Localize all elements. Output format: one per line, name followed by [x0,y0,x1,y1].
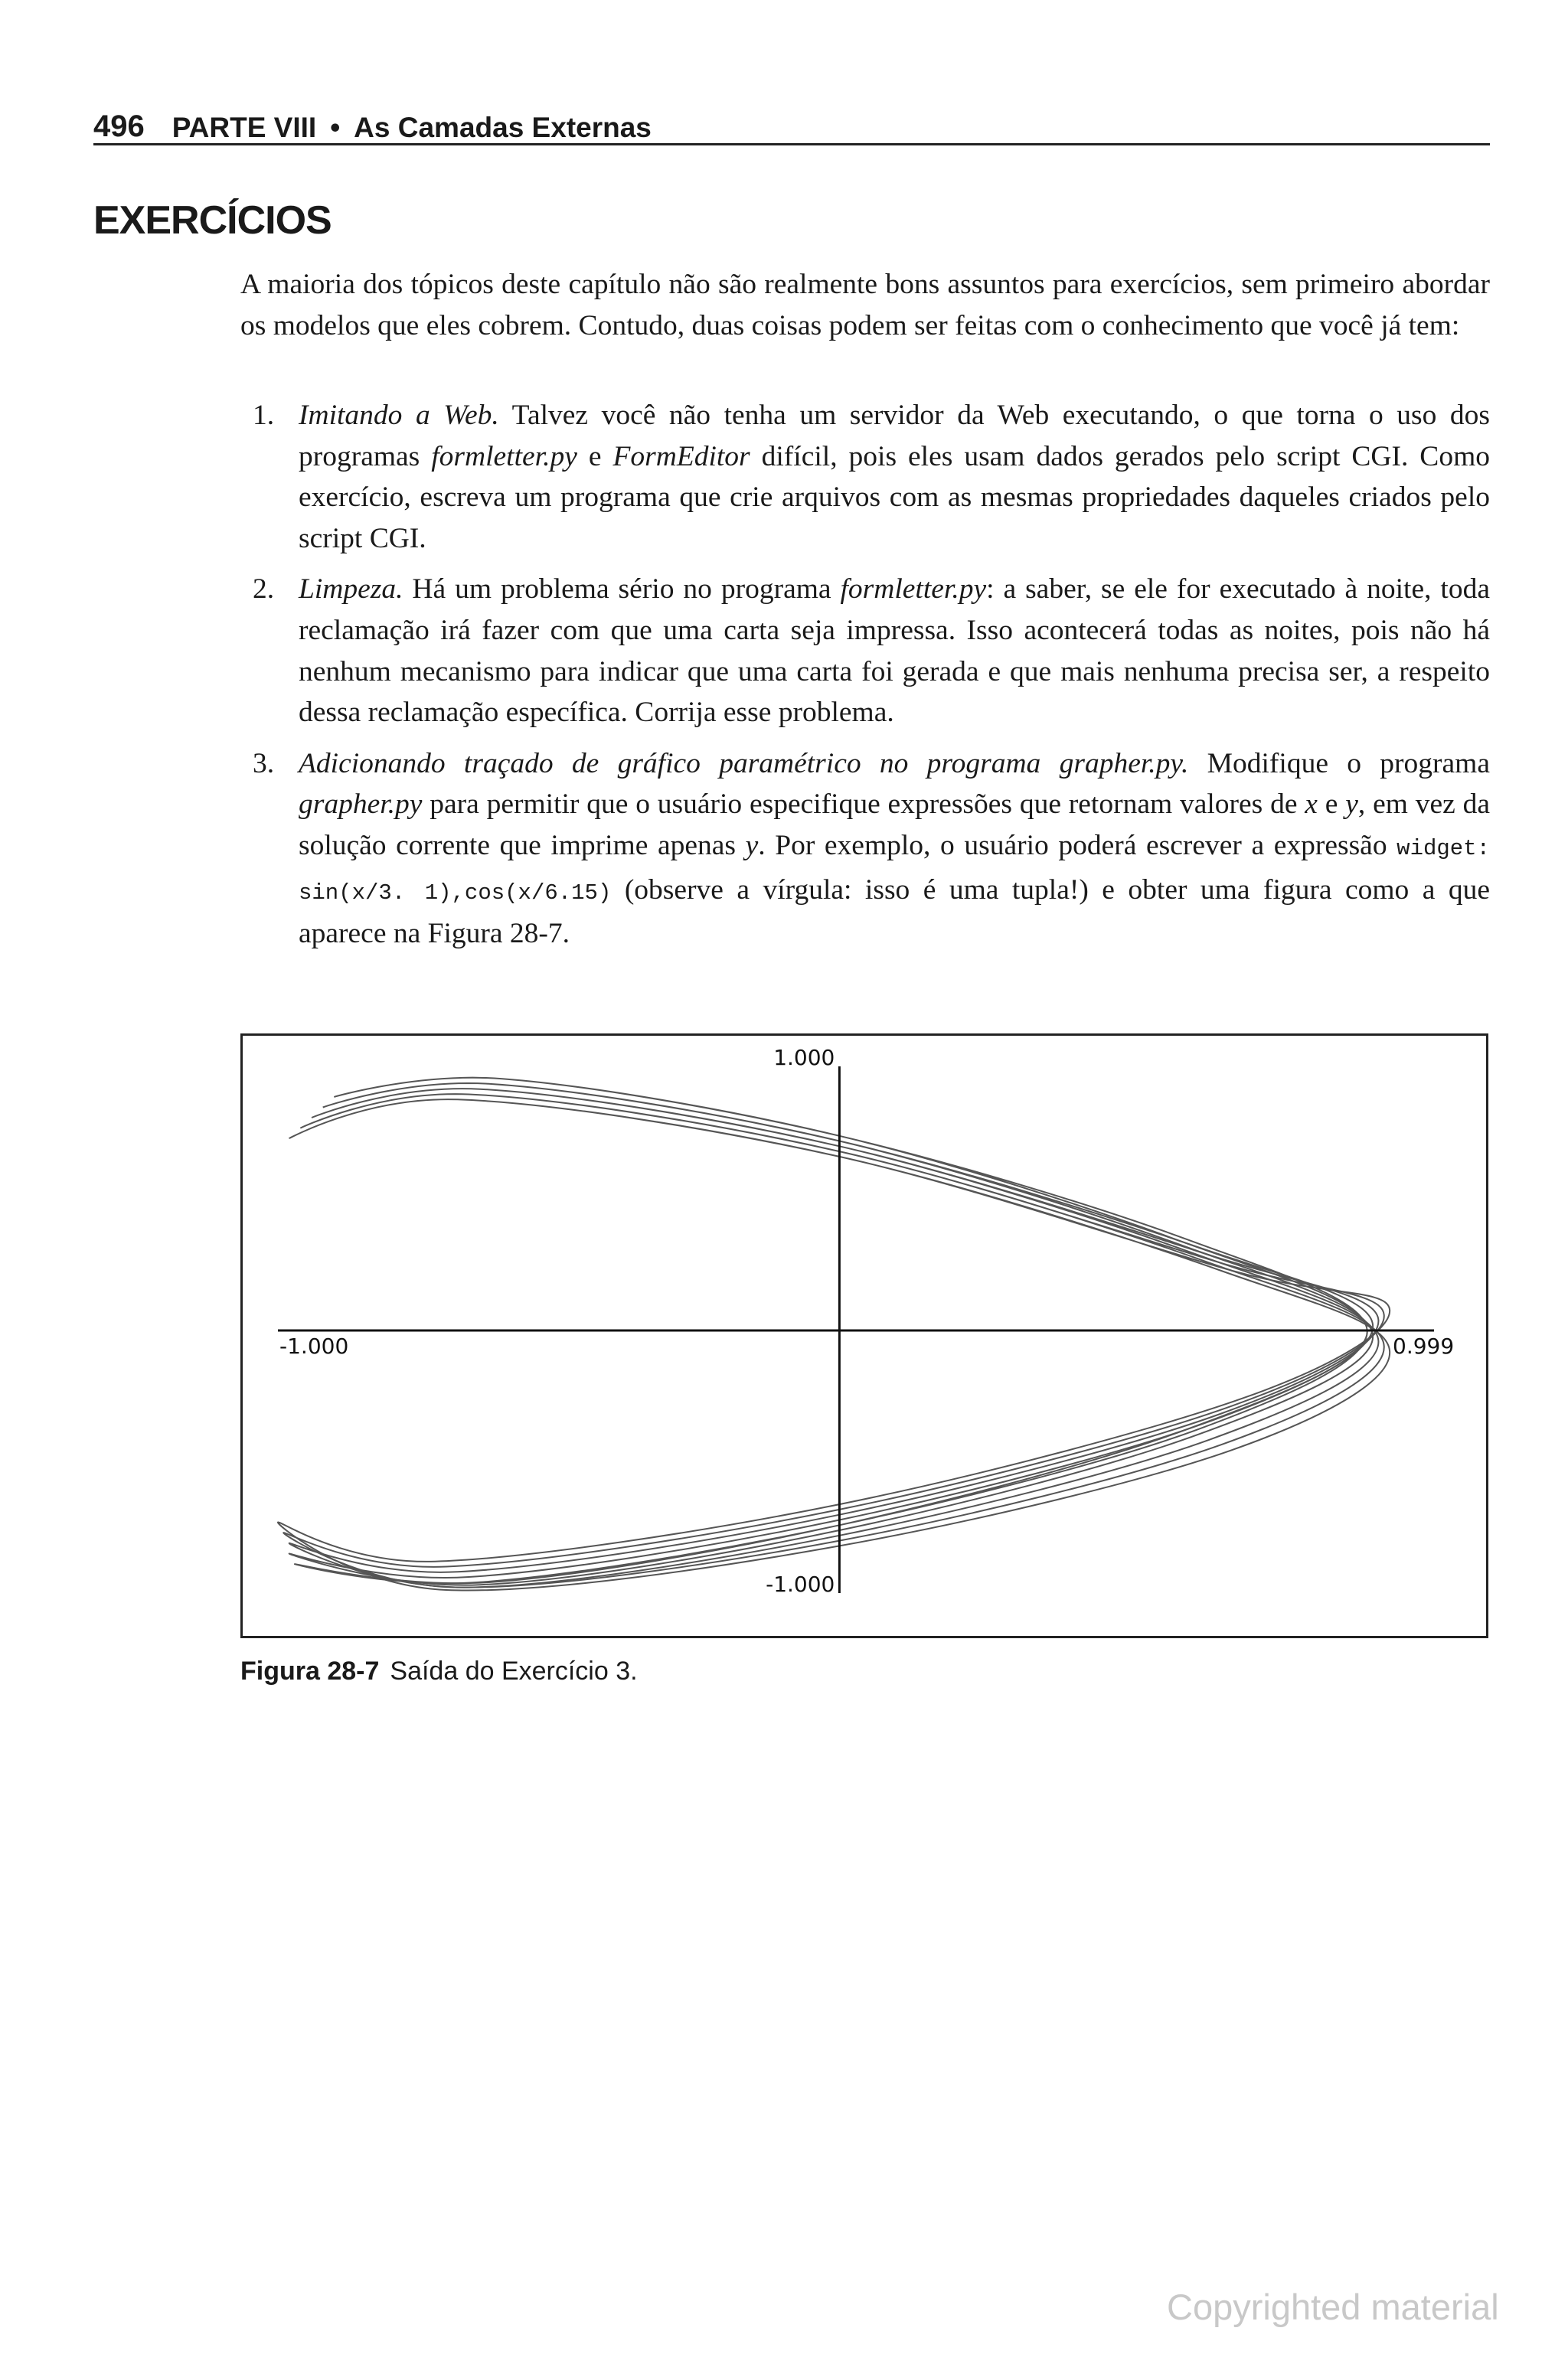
program-name: formletter.py [431,440,577,472]
exercise-text: e [577,440,613,472]
exercise-number: 1. [253,400,275,431]
variable-x: x [1305,788,1318,821]
exercise-text: e [1317,788,1346,821]
exercise-list [253,395,1490,965]
exercise-item [253,395,1490,559]
exercise-text: : a saber, se ele for executado à noite, toda reclamação irá fazer com que uma carta seja impressa. Isso acontecerá todas as noites, pois não há nenhum mecanismo para indicar que uma carta foi gerada e que mais nenhuma precisa ser, a respeito dessa reclamação específica. Corrija esse problema. [299,573,1490,729]
exercise-text: Há um problema sério no programa [403,573,841,606]
exercise-text: . Por exemplo, o usuário poderá escrever a expressão [758,829,1397,861]
figure-label: Figura 28-7 [240,1657,380,1686]
copyright-watermark: Copyrighted material [1167,2287,1499,2327]
x-tick-label-min: -1.000 [279,1334,349,1359]
intro-paragraph: A maioria dos tópicos deste capítulo não são realmente bons assuntos para exercícios, sem primeiro abordar os modelos que eles cobrem. Contudo, duas coisas podem ser feitas com o conhecimento que você já tem: [240,269,1490,341]
series-line-3 [289,1089,1379,1588]
series-line-2 [289,1083,1373,1585]
section-title: EXERCÍCIOS [93,198,332,243]
exercise-title: Imitando a Web. [299,400,499,431]
exercise-item [253,743,1490,955]
exercise-text: Modifique o programa [1188,747,1490,779]
header-separator: • [330,112,341,143]
exercise-title: Adicionando traçado de gráfico paramétrico no programa grapher.py. [299,747,1189,779]
code-expression: widget: sin(x/3. 1),cos(x/6.15) [299,835,1490,906]
program-name: grapher.py [299,788,423,821]
exercise-item [253,569,1490,733]
exercise-text: , em vez da solução corrente que imprime apenas [299,788,1490,861]
series-line-4 [283,1094,1384,1588]
parametric-plot [243,1036,1486,1636]
figure-28-7 [240,1033,1488,1638]
variable-y: y [745,829,759,861]
y-tick-label-min: -1.000 [766,1572,835,1597]
figure-caption-text: Saída do Exercício 3. [390,1657,638,1686]
header-rule [93,143,1490,145]
exercise-title: Limpeza. [299,573,403,606]
exercise-text: difícil, pois eles usam dados gerados pelo script CGI. Como exercício, escreva um programa que crie arquivos com as mesmas propriedades daqueles criados pelo script CGI. [299,440,1490,554]
x-tick-label-max: 0.999 [1393,1334,1455,1359]
page-number: 496 [93,109,145,143]
program-name: formletter.py [840,573,987,606]
exercise-number: 3. [253,747,275,779]
y-tick-label-max: 1.000 [773,1045,835,1070]
exercise-text: para permitir que o usuário especifique expressões que retornam valores de [422,788,1305,821]
exercise-number: 2. [253,573,275,606]
variable-y: y [1345,788,1358,821]
chapter-title: As Camadas Externas [354,112,652,143]
exercise-text: Talvez você não tenha um servidor da Web executando, o que torna o uso dos programas [299,400,1490,472]
series-line-5 [278,1099,1390,1590]
program-name: FormEditor [612,440,750,472]
part-label: PARTE VIII [172,112,317,143]
exercise-text: (observe a vírgula: isso é uma tupla!) e obter uma figura como a que aparece na Figura 28-7. [299,873,1490,950]
figure-caption [240,1657,638,1686]
running-head [93,98,1490,144]
